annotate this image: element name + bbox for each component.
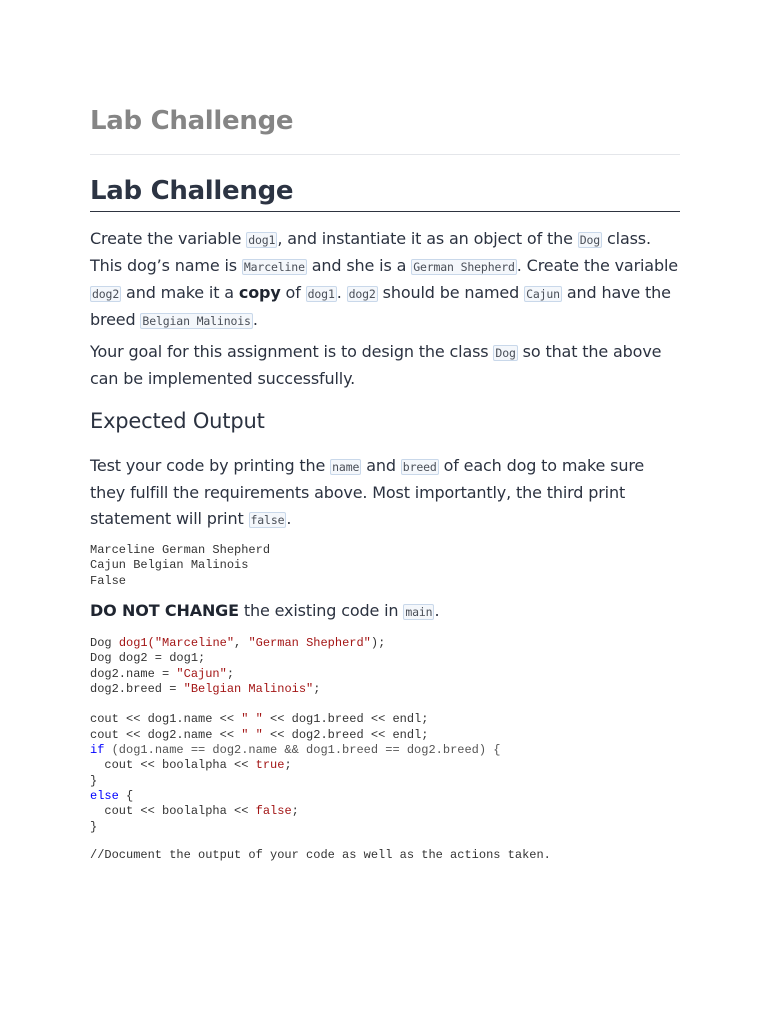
inline-code: false	[250, 513, 285, 527]
expected-output-block	[90, 543, 270, 589]
inline-code: main	[405, 605, 433, 619]
inline-code: Belgian Malinois	[142, 314, 251, 328]
inline-code: dog2	[348, 287, 376, 301]
title-divider	[90, 154, 680, 155]
page-title: Lab Challenge	[90, 106, 294, 136]
bold-text: DO NOT CHANGE	[90, 601, 239, 620]
warning-paragraph: DO NOT CHANGE the existing code in main .	[90, 601, 440, 620]
comment-code-block	[90, 848, 551, 863]
inline-code: German Shepherd	[413, 260, 515, 274]
inline-code: name	[332, 460, 360, 474]
inline-code: breed	[402, 460, 437, 474]
test-paragraph: Test your code by printing the name and breed of each dog to make sure they fulfill the requirements above. Most importantly, the third print statement will print false .	[90, 456, 645, 528]
inline-code: dog1	[307, 287, 335, 301]
output-line: False	[90, 573, 127, 588]
bold-text: copy	[238, 283, 281, 302]
expected-output-heading: Expected Output	[90, 409, 265, 433]
inline-code: Cajun	[526, 287, 560, 301]
intro-paragraph: Create the variable dog1 , and instantiate it as an object of the Dog class. This dog’s name is Marceline and she is a German Shepherd . Create the variable dog2 and make it a copy of dog1 . dog2 should be named Cajun and have the breed Belgian Malinois .	[90, 229, 678, 329]
section-title: Lab Challenge	[90, 176, 294, 206]
main-code-block: Dog dog1("Marceline", "German Shepherd"); Dog dog2 = dog1; dog2.name = "Cajun"; dog2.breed = "Belgian Malinois"; cout << dog1.name << " " << dog1.breed << endl; cout << dog2.name << " " << dog2.breed << endl; if (dog1.name == dog2.name && dog1.breed == dog2.breed) { cout << boolalpha << true; } else { cout << boolalpha << false; }	[90, 636, 501, 834]
inline-code: dog1	[248, 233, 276, 247]
inline-code: dog2	[92, 287, 120, 301]
output-line: Cajun Belgian Malinois	[90, 558, 249, 573]
output-line: Marceline German Shepherd	[90, 543, 271, 557]
inline-code: Marceline	[243, 260, 305, 274]
inline-code: Dog	[579, 233, 601, 247]
inline-code: Dog	[495, 346, 516, 360]
code-comment: //Document the output of your code as well as the actions taken.	[90, 848, 551, 862]
goal-paragraph: Your goal for this assignment is to design the class Dog so that the above can be implemented successfully.	[90, 342, 662, 388]
section-divider	[90, 211, 680, 212]
